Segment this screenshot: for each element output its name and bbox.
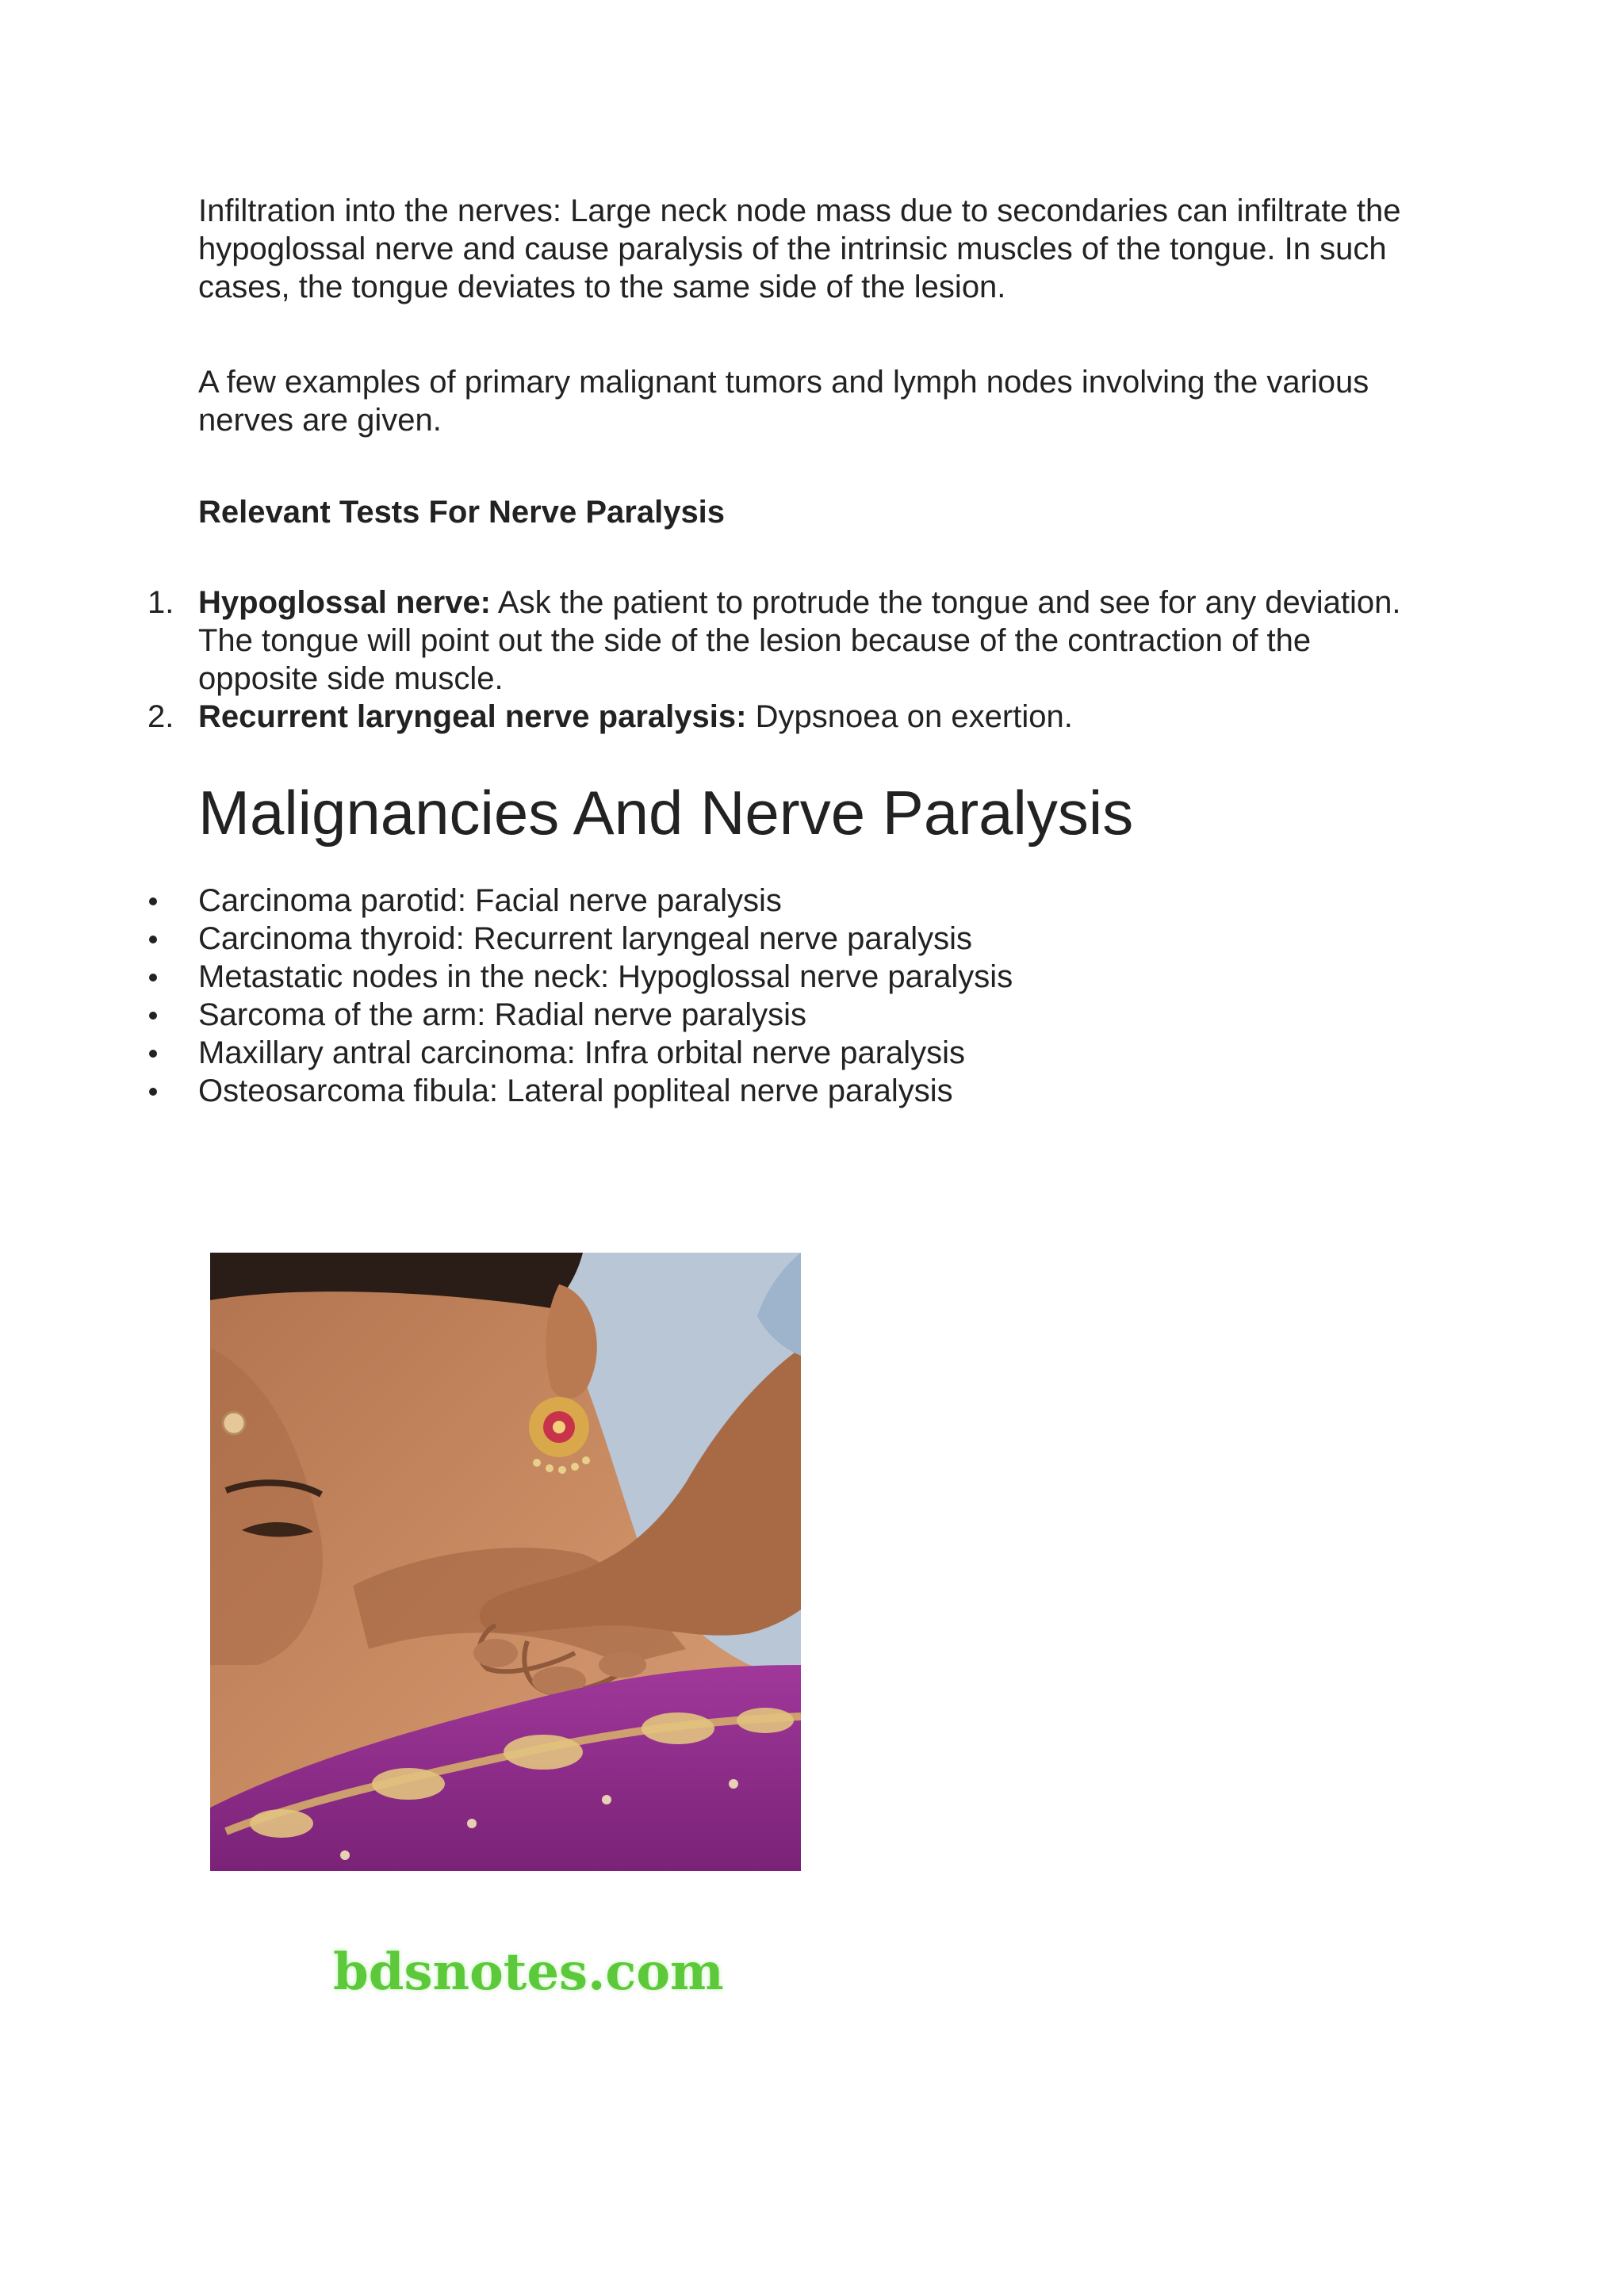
paragraph-infiltration: Infiltration into the nerves: Large neck node mass due to secondaries can infiltrate the hypoglossal nerve and cause paralysis of the intrinsic muscles of the tongue. In such cases, the tongue deviates to the same side of the lesion. [198, 193, 1401, 304]
test-description: Dypsnoea on exertion. [746, 699, 1073, 734]
clinical-photo [210, 1253, 801, 1871]
bullet-icon [149, 897, 157, 905]
bullet-icon [149, 1012, 157, 1020]
test-description: Ask the patient to protrude the tongue and see for any deviation. The tongue will point out the side of the lesion because of the contraction of the opposite side muscle. [198, 585, 1401, 696]
section-title: Malignancies And Nerve Paralysis [198, 778, 1134, 848]
list-item: Maxillary antral carcinoma: Infra orbital nerve paralysis [198, 1034, 1013, 1072]
bullet-icon [149, 974, 157, 982]
tests-heading: Relevant Tests For Nerve Paralysis [198, 495, 726, 530]
bullet-icon [149, 1088, 157, 1096]
tests-list [147, 584, 1435, 736]
site-watermark: bdsnotes.com [333, 1942, 724, 2002]
bullet-icon [149, 936, 157, 943]
list-item: Carcinoma parotid: Facial nerve paralysis [198, 882, 1013, 920]
list-item: Metastatic nodes in the neck: Hypoglossal nerve paralysis [198, 958, 1013, 996]
list-item: Osteosarcoma fibula: Lateral popliteal nerve paralysis [198, 1072, 1013, 1110]
list-number: 1. [147, 585, 174, 620]
paragraph-examples: A few examples of primary malignant tumors and lymph nodes involving the various nerves are given. [198, 365, 1369, 438]
malignancies-list [198, 882, 1013, 1110]
list-item: Sarcoma of the arm: Radial nerve paralysis [198, 996, 1013, 1034]
test-term: Hypoglossal nerve: [198, 585, 492, 620]
list-number: 2. [147, 699, 174, 734]
list-item: Carcinoma thyroid: Recurrent laryngeal nerve paralysis [198, 920, 1013, 958]
bullet-icon [149, 1050, 157, 1058]
test-term: Recurrent laryngeal nerve paralysis: [198, 699, 747, 734]
neck-node-photo-illustration [210, 1253, 801, 1871]
test-item-hypoglossal [147, 584, 1435, 698]
test-item-recurrent-laryngeal [147, 698, 1435, 736]
